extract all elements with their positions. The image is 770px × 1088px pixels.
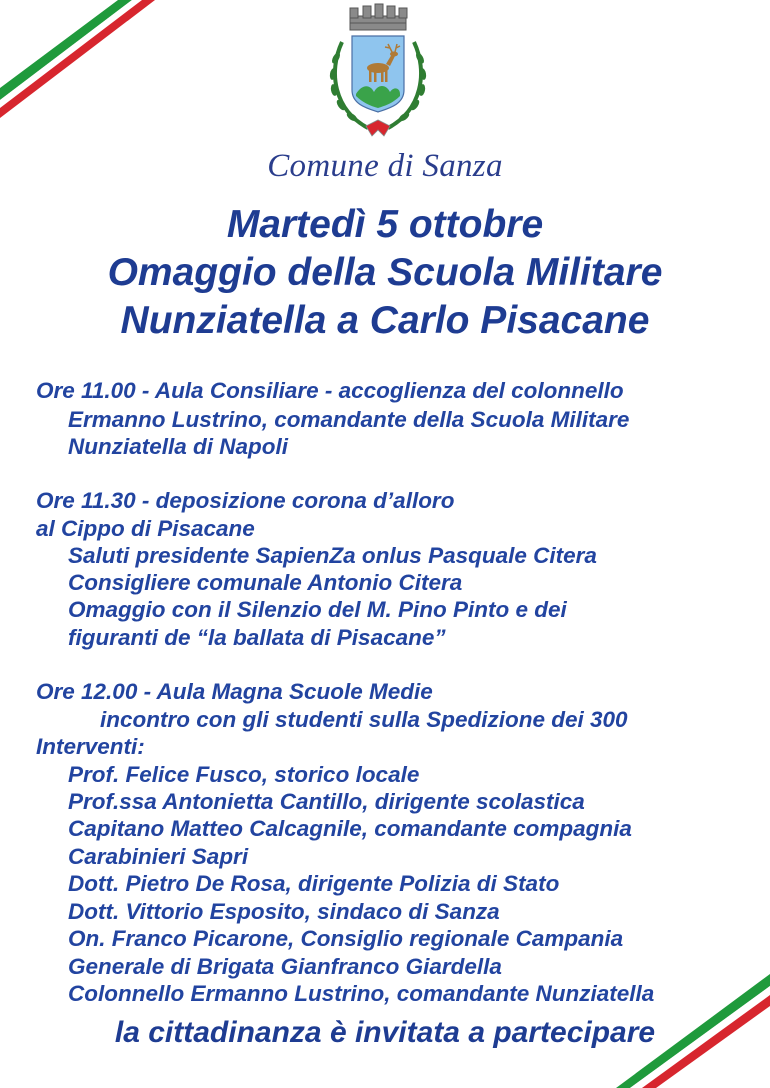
schedule-1200-detail: incontro con gli studenti sulla Spedizione dei 300 — [100, 707, 628, 732]
event-title-line-1: Omaggio della Scuola Militare — [107, 251, 663, 294]
schedule-1200-line: Ore 12.00 - Aula Magna Scuole Medie — [36, 679, 433, 704]
speaker-item: Prof.ssa Antonietta Cantillo, dirigente scolastica — [68, 789, 585, 814]
speaker-item: Dott. Vittorio Esposito, sindaco di Sanza — [68, 899, 500, 924]
speaker-item: Capitano Matteo Calcagnile, comandante compagnia — [68, 816, 632, 841]
schedule-1130-detail: Saluti presidente SapienZa onlus Pasquale Citera — [68, 543, 597, 568]
event-date-title: Martedì 5 ottobre — [226, 203, 544, 246]
event-title-line-2: Nunziatella a Carlo Pisacane — [120, 299, 650, 342]
schedule-1100-detail: Ermanno Lustrino, comandante della Scuola Militare — [68, 407, 630, 432]
speaker-item: Dott. Pietro De Rosa, dirigente Polizia di Stato — [68, 871, 560, 896]
speaker-item: Generale di Brigata Gianfranco Giardella — [68, 954, 502, 979]
municipality-name: Comune di Sanza — [267, 148, 503, 184]
schedule-1130-line: Ore 11.30 - deposizione corona d’alloro — [36, 488, 455, 513]
speakers-heading: Interventi: — [36, 734, 145, 759]
schedule-1100-detail: Nunziatella di Napoli — [68, 434, 289, 459]
schedule-1130-detail: figuranti de “la ballata di Pisacane” — [68, 625, 446, 650]
schedule-1100-line: Ore 11.00 - Aula Consiliare - accoglienza del colonnello — [36, 378, 624, 403]
speaker-item: Prof. Felice Fusco, storico locale — [68, 762, 420, 787]
speaker-item: Carabinieri Sapri — [68, 844, 249, 869]
schedule-1130-detail: Omaggio con il Silenzio del M. Pino Pinto e dei — [68, 597, 567, 622]
schedule-1130-location: al Cippo di Pisacane — [36, 516, 255, 541]
speaker-item: Colonnello Ermanno Lustrino, comandante Nunziatella — [68, 981, 655, 1006]
invitation-footer: la cittadinanza è invitata a partecipare — [114, 1016, 656, 1049]
flag-stripe-top-left — [0, 0, 160, 120]
schedule-1130-detail: Consigliere comunale Antonio Citera — [68, 570, 463, 595]
speaker-item: On. Franco Picarone, Consiglio regionale Campania — [68, 926, 624, 951]
coat-of-arms-icon — [322, 2, 434, 142]
